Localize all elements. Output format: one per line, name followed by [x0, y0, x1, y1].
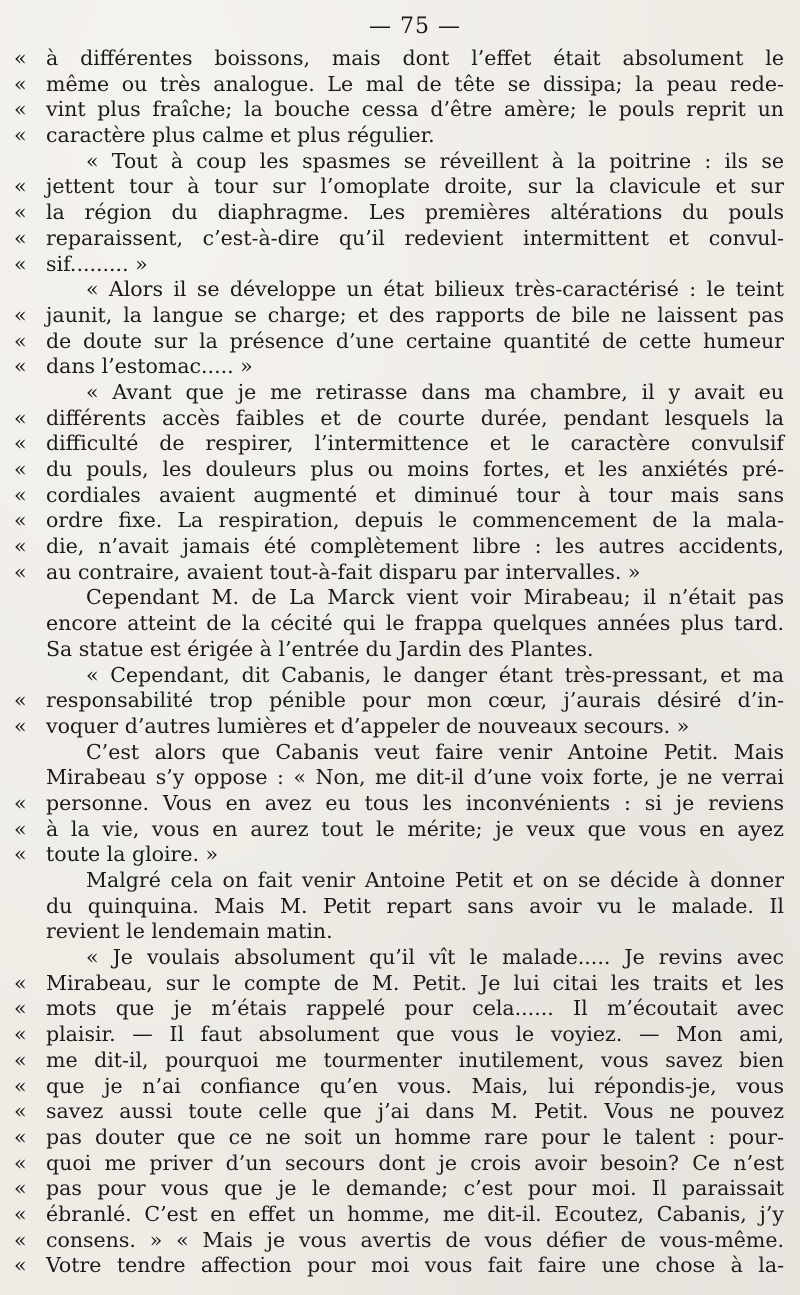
line-text: Cependant M. de La Marck vient voir Mirabeau; il n’était pas [86, 585, 784, 610]
line-text: la région du diaphragme. Les premières altérations du pouls [46, 200, 784, 225]
text-line [46, 894, 784, 920]
text-line [14, 123, 784, 149]
text-line [14, 46, 784, 72]
text-line [46, 637, 784, 663]
line-text: à différentes boissons, mais dont l’effet était absolument le [46, 46, 784, 70]
margin-quote-mark: « [14, 688, 27, 713]
margin-quote-mark: « [14, 1022, 27, 1047]
page-number: — 75 — [369, 14, 461, 39]
text-line [14, 842, 784, 868]
margin-quote-mark: « [14, 508, 27, 533]
margin-quote-mark: « [14, 482, 27, 507]
line-text: cordiales avaient augmenté et diminué tour à tour mais sans [46, 482, 784, 507]
line-text: ébranlé. C’est en effet un homme, me dit-il. Ecoutez, Cabanis, j’y [46, 1201, 784, 1226]
text-line [14, 97, 784, 123]
line-text: vint plus fraîche; la bouche cessa d’être amère; le pouls reprit un [46, 97, 784, 122]
margin-quote-mark: « [14, 123, 27, 148]
line-text: « Alors il se développe un état bilieux très-caractérisé : le teint [86, 277, 784, 302]
text-line [14, 713, 784, 740]
line-text: C’est alors que Cabanis veut faire venir Antoine Petit. Mais [86, 739, 784, 764]
margin-quote-mark: « [14, 996, 27, 1021]
text-line [14, 1150, 784, 1177]
text-line [46, 868, 784, 894]
line-text: responsabilité trop pénible pour mon cœur, j’aurais désiré d’in- [46, 688, 784, 713]
text-line [14, 996, 784, 1022]
text-line [14, 559, 784, 586]
line-text: Mirabeau, sur le compte de M. Petit. Je lui citai les traits et les [46, 970, 784, 995]
line-text: « Tout à coup les spasmes se réveillent à la poitrine : ils se [86, 148, 784, 173]
line-text: quoi me priver d’un secours dont je crois avoir besoin? Ce n’est [46, 1150, 784, 1175]
margin-quote-mark: « [14, 328, 27, 353]
margin-quote-mark: « [14, 71, 27, 96]
text-line [14, 1022, 784, 1048]
margin-quote-mark: « [14, 1099, 27, 1124]
line-text: sif......... » [46, 251, 148, 276]
text-line [14, 508, 784, 534]
text-line [46, 149, 784, 175]
line-text: Mirabeau s’y oppose : « Non, me dit-il d’une voix forte, je ne verrai [46, 765, 784, 790]
line-text: Malgré cela on fait venir Antoine Petit et on se décide à donner [86, 868, 784, 892]
line-text: différents accès faibles et de courte durée, pendant lesquels la [46, 405, 784, 430]
margin-quote-mark: « [14, 354, 27, 379]
margin-quote-mark: « [14, 251, 27, 276]
margin-quote-mark: « [14, 431, 27, 456]
text-line [14, 225, 784, 252]
text-line [46, 585, 784, 611]
text-line [14, 970, 784, 997]
text-line [14, 71, 784, 98]
text-line [14, 328, 784, 355]
margin-quote-mark: « [14, 1150, 27, 1175]
margin-quote-mark: « [14, 559, 27, 584]
text-line [14, 354, 784, 380]
line-text: savez aussi toute celle que j’ai dans M. Petit. Vous ne pouvez [46, 1099, 784, 1124]
margin-quote-mark: « [14, 302, 27, 327]
margin-quote-mark: « [14, 970, 27, 995]
line-text: dans l’estomac..... » [46, 354, 253, 379]
line-text: die, n’avait jamais été complètement libre : les autres accidents, [46, 534, 784, 559]
margin-quote-mark: « [14, 842, 27, 867]
text-line [46, 765, 784, 791]
line-text: revient le lendemain matin. [46, 919, 333, 944]
margin-quote-mark: « [14, 1047, 27, 1072]
text-line [14, 174, 784, 200]
margin-quote-mark: « [14, 1176, 27, 1201]
line-text: jettent tour à tour sur l’omoplate droite, sur la clavicule et sur [46, 174, 784, 199]
text-line [14, 816, 784, 843]
text-line [14, 1073, 784, 1100]
text-line [46, 945, 784, 971]
line-text: personne. Vous en avez eu tous les inconvénients : si je reviens [46, 790, 784, 815]
margin-quote-mark: « [14, 1073, 27, 1098]
text-line [46, 380, 784, 406]
margin-quote-mark: « [14, 1124, 27, 1149]
line-text: « Avant que je me retirasse dans ma chambre, il y avait eu [86, 379, 784, 404]
margin-quote-mark: « [14, 457, 27, 481]
text-line [14, 1176, 784, 1202]
text-line [46, 611, 784, 637]
line-text: toute la gloire. » [46, 842, 219, 867]
margin-quote-mark: « [14, 405, 27, 430]
line-text: reparaissent, c’est-à-dire qu’il redevient intermittent et convul- [46, 225, 784, 250]
text-line [14, 1099, 784, 1125]
text-line [14, 1124, 784, 1151]
line-text: à la vie, vous en aurez tout le mérite; je veux que vous en ayez [46, 816, 784, 841]
margin-quote-mark: « [14, 713, 27, 738]
margin-quote-mark: « [14, 46, 27, 70]
line-text: difficulté de respirer, l’intermittence et le caractère convulsif [46, 431, 784, 456]
line-text: plaisir. — Il faut absolument que vous le voyiez. — Mon ami, [46, 1022, 784, 1047]
line-text: au contraire, avaient tout-à-fait disparu par intervalles. » [46, 559, 641, 584]
line-text: du pouls, les douleurs plus ou moins fortes, et les anxiétés pré- [46, 457, 784, 481]
line-text: Sa statue est érigée à l’entrée du Jardin des Plantes. [46, 636, 594, 661]
text-line [14, 1227, 784, 1254]
text-line [14, 1253, 784, 1279]
text-line [14, 302, 784, 329]
text-line [14, 534, 784, 560]
margin-quote-mark: « [14, 816, 27, 841]
line-text: « Cependant, dit Cabanis, le danger étant très-pressant, et ma [86, 662, 784, 687]
text-line [46, 663, 784, 689]
line-text: Votre tendre affection pour moi vous fait faire une chose à la- [46, 1253, 784, 1278]
text-line [14, 431, 784, 457]
text-line [14, 405, 784, 432]
line-text: pas douter que ce ne soit un homme rare pour le talent : pour- [46, 1124, 784, 1149]
text-line [14, 251, 784, 278]
text-line [14, 1201, 784, 1228]
body-text [14, 46, 784, 1279]
line-text: « Je voulais absolument qu’il vît le malade..... Je revins avec [86, 945, 784, 970]
text-line [14, 200, 784, 226]
text-line [14, 482, 784, 509]
line-text: caractère plus calme et plus régulier. [46, 123, 435, 148]
margin-quote-mark: « [14, 1253, 27, 1278]
margin-quote-mark: « [14, 1227, 27, 1252]
margin-quote-mark: « [14, 1201, 27, 1226]
text-line [46, 277, 784, 303]
margin-quote-mark: « [14, 97, 27, 122]
text-line [14, 457, 784, 483]
line-text: que je n’ai confiance qu’en vous. Mais, lui répondis-je, vous [46, 1073, 784, 1098]
text-line [46, 740, 784, 766]
line-text: encore atteint de la cécité qui le frappa quelques années plus tard. [46, 611, 784, 636]
line-text: même ou très analogue. Le mal de tête se dissipa; la peau rede- [46, 71, 784, 96]
line-text: me dit-il, pourquoi me tourmenter inutilement, vous savez bien [46, 1047, 784, 1072]
margin-quote-mark: « [14, 790, 27, 815]
line-text: du quinquina. Mais M. Petit repart sans avoir vu le malade. Il [46, 893, 784, 918]
margin-quote-mark: « [14, 534, 27, 559]
text-line [14, 1047, 784, 1074]
line-text: voquer d’autres lumières et d’appeler de nouveaux secours. » [46, 713, 690, 738]
line-text: ordre fixe. La respiration, depuis le commencement de la mala- [46, 508, 784, 533]
line-text: de doute sur la présence d’une certaine quantité de cette humeur [46, 328, 784, 353]
line-text: mots que je m’étais rappelé pour cela...... Il m’écoutait avec [46, 996, 784, 1021]
line-text: jaunit, la langue se charge; et des rapports de bile ne laissent pas [46, 302, 784, 327]
text-line [14, 688, 784, 714]
margin-quote-mark: « [14, 225, 27, 250]
line-text: pas pour vous que je le demande; c’est pour moi. Il paraissait [46, 1176, 784, 1201]
text-line [14, 790, 784, 817]
text-line [46, 919, 784, 945]
line-text: consens. » « Mais je vous avertis de vous défier de vous-même. [46, 1227, 784, 1252]
margin-quote-mark: « [14, 174, 27, 199]
margin-quote-mark: « [14, 200, 27, 225]
